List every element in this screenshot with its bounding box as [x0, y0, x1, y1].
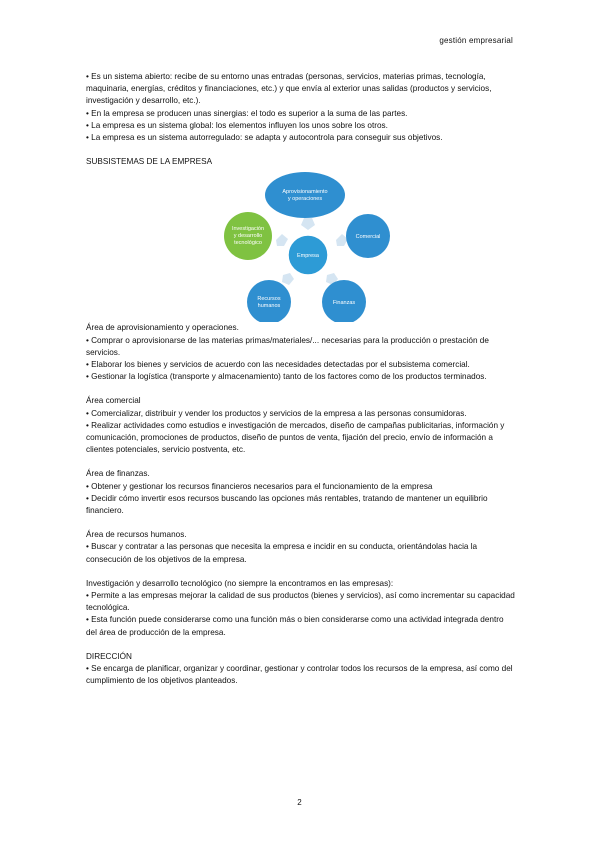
section-aprovisionamiento — [86, 322, 516, 383]
section-item: • Realizar actividades como estudios e investigación de mercados, diseño de campañas publicitarias, información y comunicación, promociones de productos, diseño de puntos de venta, fijación del precio, envío de información a clientes potenciales, servicio postventa, etc. — [86, 420, 505, 455]
section-item: • Buscar y contratar a las personas que necesita la empresa e incidir en su conducta, orientándolas hacia la consecución de los objetivos de la empresa. — [86, 542, 478, 564]
section-investigacion — [86, 578, 516, 639]
section-title: Área de aprovisionamiento y operaciones. — [86, 323, 239, 333]
page-number: 2 — [297, 798, 302, 807]
diagram-center-node — [288, 235, 328, 275]
section-item: • Gestionar la logística (transporte y almacenamiento) tanto de los factores como de los productos terminados. — [86, 372, 487, 382]
section-item: • Obtener y gestionar los recursos financieros necesarios para el funcionamiento de la empresa — [86, 481, 433, 491]
section-title: Área de finanzas. — [86, 469, 150, 479]
section-item: • Se encarga de planificar, organizar y coordinar, gestionar y controlar todos los recursos de la empresa, así como del cumplimiento de los objetivos planteados. — [86, 664, 513, 686]
section-title: Investigación y desarrollo tecnológico (no siempre la encontramos en las empresas): — [86, 578, 394, 588]
diagram-node-investigacion — [224, 212, 272, 260]
intro-bullet: • La empresa es un sistema autorregulado: se adapta y autocontrola para conseguir sus objetivos. — [86, 133, 443, 143]
node-label-line: Investigación — [231, 226, 265, 233]
node-label-line: Finanzas — [332, 300, 356, 307]
section-comercial — [86, 395, 516, 456]
diagram-node-comercial — [346, 214, 390, 258]
diagram-node-aprovisionamiento — [265, 172, 345, 218]
node-label-line: Aprovisionamiento — [282, 189, 328, 196]
intro-bullet: • En la empresa se producen unas sinergias: el todo es superior a la suma de las partes. — [86, 108, 408, 118]
node-label-line: y operaciones — [287, 196, 323, 203]
section-title: Área de recursos humanos. — [86, 530, 187, 540]
section-item: • Permite a las empresas mejorar la calidad de sus productos (bienes y servicios), así como incrementar su capacidad tecnológica. — [86, 591, 515, 613]
section-item: • Comprar o aprovisionarse de las materias primas/materiales/... necesarias para la producción o prestación de servicios. — [86, 335, 489, 357]
page-content — [86, 71, 516, 688]
running-header: gestión empresarial — [439, 36, 513, 45]
section-item: • Decidir cómo invertir esos recursos buscando las opciones más rentables, tratando de mantener un equilibrio financiero. — [86, 493, 488, 516]
node-label-line: tecnológico — [234, 240, 262, 247]
section-recursos-humanos — [86, 529, 516, 566]
node-label-line: Comercial — [355, 234, 381, 241]
intro-bullet: • La empresa es un sistema global: los elementos influyen los unos sobre los otros. — [86, 120, 388, 130]
center-node-label: Empresa — [296, 253, 320, 260]
arrow-to-left — [276, 234, 288, 246]
section-finanzas — [86, 468, 516, 517]
node-label-line: humanos — [257, 303, 281, 310]
node-label-line: Recursos — [257, 296, 281, 303]
section-item: • Esta función puede considerarse como una función más o bien considerarse como una actividad integrada dentro del área de producción de la empresa. — [86, 615, 504, 637]
section-title: Área comercial — [86, 396, 141, 406]
subsystems-heading: SUBSISTEMAS DE LA EMPRESA — [86, 157, 213, 167]
intro-bullet: • Es un sistema abierto: recibe de su entorno unas entradas (personas, servicios, materias primas, tecnología, maquinaria, energías, créditos y financiaciones, etc.) y que envía al exterior unas salidas (productos y servicios, investigación y desarrollo, etc.). — [86, 72, 492, 106]
arrow-to-bottom-left — [282, 273, 294, 285]
diagram-node-recursos-humanos — [247, 280, 291, 322]
node-label-line: y desarrollo — [233, 233, 263, 240]
section-direccion — [86, 651, 516, 688]
section-item: • Elaborar los bienes y servicios de acuerdo con las necesidades detectadas por el subsistema comercial. — [86, 360, 470, 370]
section-item: • Comercializar, distribuir y vender los productos y servicios de la empresa a las personas consumidoras. — [86, 408, 467, 418]
section-title: DIRECCIÓN — [86, 651, 132, 661]
diagram-node-finanzas — [322, 280, 366, 322]
arrow-to-top — [301, 218, 315, 230]
subsystems-diagram-svg — [86, 172, 516, 322]
subsystems-diagram — [86, 172, 516, 322]
